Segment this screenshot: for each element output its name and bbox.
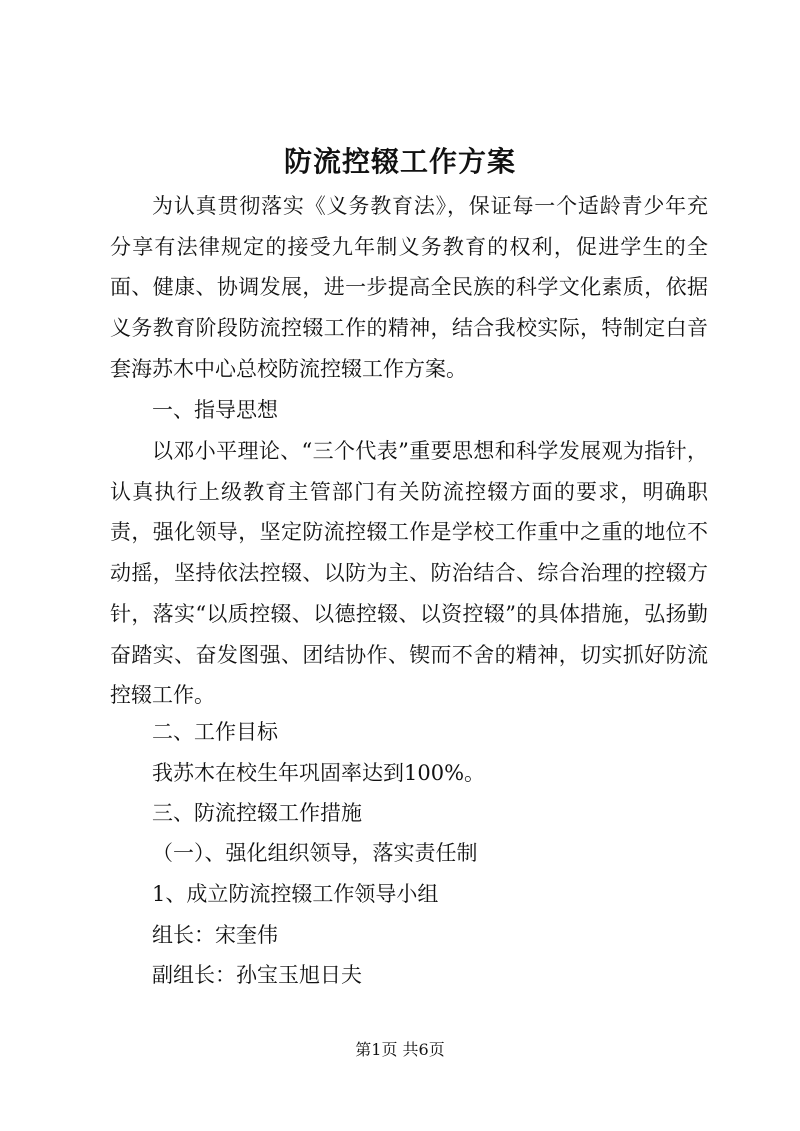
document-title: 防流控辍工作方案 bbox=[283, 145, 516, 178]
deputy-leader-line: 副组长：孙宝玉旭日夫 bbox=[152, 963, 362, 987]
list-item-leadership-group: 1、成立防流控辍工作领导小组 bbox=[152, 882, 439, 906]
section-heading-measures: 三、防流控辍工作措施 bbox=[152, 801, 362, 825]
subheading-organization: （一）、强化组织领导，落实责任制 bbox=[152, 841, 478, 865]
guiding-ideology-paragraph: 以邓小平理论、“三个代表”重要思想和科学发展观为指针，认真执行上级教育主管部门有关防流控辍方面的要求，明确职责，强化领导，坚定防流控辍工作是学校工作重中之重的地位不动摇，坚持依法控辍、以防为主、防治结合、综合治理的控辍方针，落实“以质控辍、以德控辍、以资控辍”的具体措施，弘扬勤奋踏实、奋发图强、团结协作、锲而不舍的精神，切实抓好防流控辍工作。 bbox=[110, 439, 708, 708]
page-footer: 第1页 共6页 bbox=[355, 1040, 445, 1059]
intro-paragraph: 为认真贯彻落实《义务教育法》，保证每一个适龄青少年充分享有法律规定的接受九年制义务教育的权利，促进学生的全面、健康、协调发展，进一步提高全民族的科学文化素质，依据义务教育阶段防流控辍工作的精神，结合我校实际，特制定白音套海苏木中心总校防流控辍工作方案。 bbox=[110, 194, 708, 381]
group-leader-line: 组长：宋奎伟 bbox=[152, 923, 278, 947]
guiding-ideology-block bbox=[110, 431, 708, 716]
section-heading-work-goal: 二、工作目标 bbox=[152, 720, 278, 744]
intro-block bbox=[110, 186, 708, 390]
work-goal-text: 我苏木在校生年巩固率达到100%。 bbox=[152, 761, 486, 785]
section-heading-guiding-ideology: 一、指导思想 bbox=[152, 398, 278, 422]
